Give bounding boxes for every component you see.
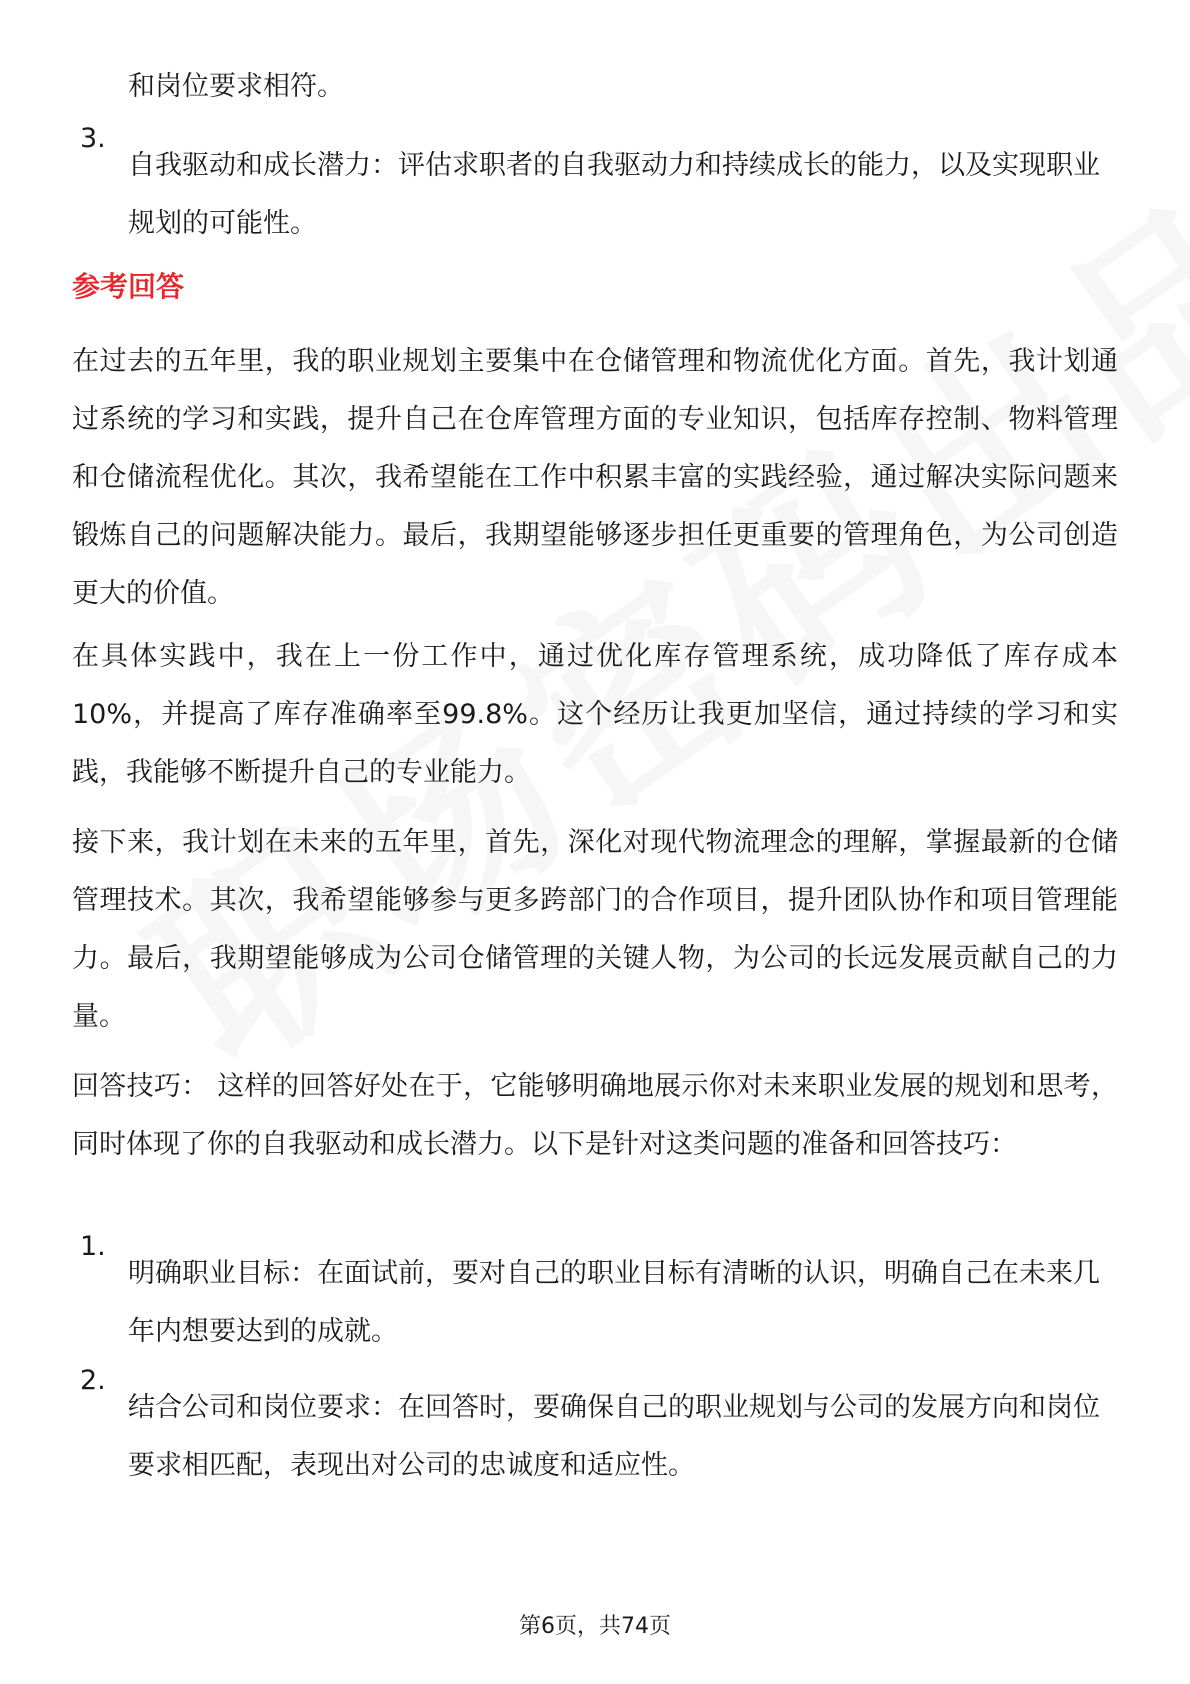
list-item-text: 明确职业目标：在面试前，要对自己的职业目标有清晰的认识，明确自己在未来几年内想要达到的成就。 — [128, 1258, 1100, 1347]
paragraph-3: 接下来，我计划在未来的五年里，首先，深化对现代物流理念的理解，掌握最新的仓储管理技术。其次，我希望能够参与更多跨部门的合作项目，提升团队协作和项目管理能力。最后，我期望能够成为公司仓储管理的关键人物，为公司的长远发展贡献自己的力量。 — [72, 827, 1118, 1032]
continuation-text: 和岗位要求相符。 — [128, 71, 344, 102]
list-number: 2. — [80, 1365, 106, 1396]
section-heading: 参考回答 — [72, 270, 185, 303]
list-item-text: 结合公司和岗位要求：在回答时，要确保自己的职业规划与公司的发展方向和岗位要求相匹配，表现出对公司的忠诚度和适应性。 — [128, 1392, 1100, 1481]
list-item — [80, 110, 1108, 280]
page-footer: 第6页，共74页 — [519, 1614, 671, 1639]
paragraph-2: 在具体实践中，我在上一份工作中，通过优化库存管理系统，成功降低了库存成本10%，并提高了库存准确率至99.8%。这个经历让我更加坚信，通过持续的学习和实践，我能够不断提升自己的专业能力。 — [72, 641, 1118, 788]
list-item-text: 自我驱动和成长潜力：评估求职者的自我驱动力和持续成长的能力，以及实现职业规划的可能性。 — [128, 150, 1100, 239]
list-item — [80, 1352, 1108, 1522]
list-number: 1. — [80, 1231, 106, 1262]
paragraph-1: 在过去的五年里，我的职业规划主要集中在仓储管理和物流优化方面。首先，我计划通过系统的学习和实践，提升自己在仓库管理方面的专业知识，包括库存控制、物料管理和仓储流程优化。其次，我希望能在工作中积累丰富的实践经验，通过解决实际问题来锻炼自己的问题解决能力。最后，我期望能够逐步担任更重要的管理角色，为公司创造更大的价值。 — [72, 346, 1118, 609]
paragraph-tips: 回答技巧： 这样的回答好处在于，它能够明确地展示你对未来职业发展的规划和思考，同时体现了你的自我驱动和成长潜力。以下是针对这类问题的准备和回答技巧： — [72, 1071, 1118, 1160]
list-number: 3. — [80, 123, 106, 154]
